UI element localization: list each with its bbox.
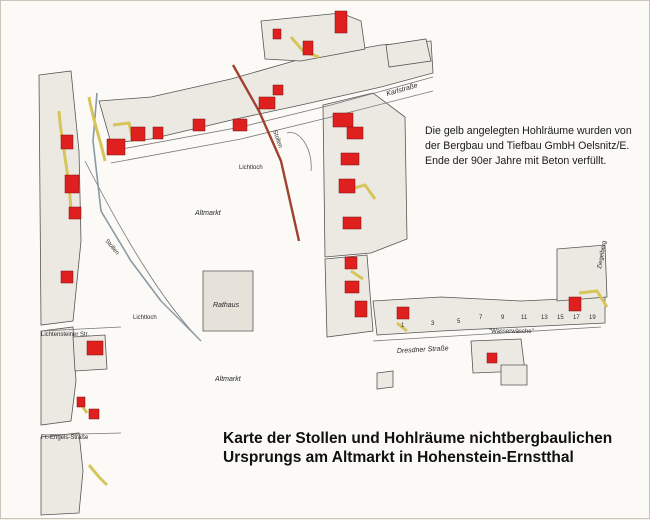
house-number: 1 [401, 323, 405, 329]
map-title-line-2: Ursprungs am Altmarkt in Hohenstein-Ernstthal [223, 449, 574, 466]
label-stollen-diag: Stollen [271, 129, 284, 149]
label-ziegelberg: Ziegelberg [597, 240, 608, 270]
map-title-line-1: Karte der Stollen und Hohlräume nichtbergbaulichen [223, 430, 613, 447]
label-lichtensteiner: Lichtensteiner Str. [41, 332, 90, 338]
house-number: 11 [521, 315, 528, 321]
house-number: 19 [589, 315, 596, 321]
house-number: 5 [457, 319, 461, 325]
label-engels-strasse: Fr.-Engels-Straße [41, 435, 89, 441]
label-altmarkt-upper: Altmarkt [195, 210, 221, 217]
house-number: 3 [431, 321, 435, 327]
house-number: 17 [573, 315, 580, 321]
label-wasserwaesche: "Wasserwäsche" [489, 329, 534, 335]
label-rathaus: Rathaus [213, 302, 240, 309]
label-stollen-main: Stollen [103, 238, 120, 257]
label-lichtloch-upper: Lichtloch [239, 165, 263, 171]
label-dresdner-strasse: Dresdner Straße [396, 345, 449, 355]
house-number: 9 [501, 315, 505, 321]
map-title [223, 429, 643, 467]
map-note: Die gelb angelegten Hohlräume wurden von der Bergbau und Tiefbau GmbH Oelsnitz/E. Ende der 90er Jahre mit Beton verfüllt. [425, 125, 632, 167]
house-number: 13 [541, 315, 548, 321]
house-number: 7 [479, 315, 483, 321]
label-karlstrasse: Karlstraße [385, 82, 419, 98]
label-altmarkt-lower: Altmarkt [215, 376, 241, 383]
house-number: 15 [557, 315, 564, 321]
label-lichtloch-lower: Lichtloch [133, 315, 157, 321]
